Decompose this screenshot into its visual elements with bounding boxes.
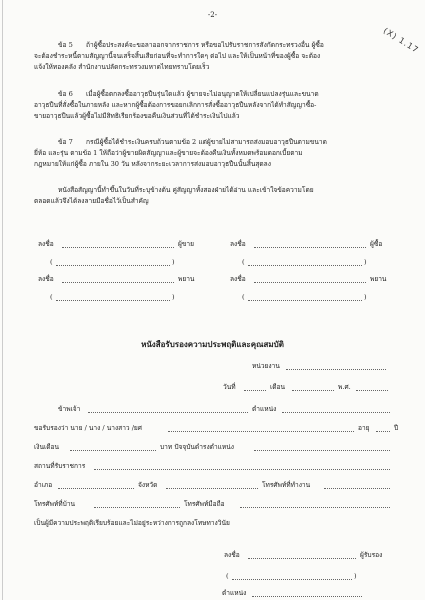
buyer-sign-label: ลงชื่อ [230, 240, 246, 248]
witness-1-sign-line [62, 282, 174, 283]
seller-role: ผู้ขาย [178, 240, 194, 248]
certifier-role: ผู้รับรอง [360, 551, 383, 559]
witness-2-name-line [248, 300, 362, 301]
year-line [356, 390, 388, 391]
seller-sign-line [62, 247, 174, 248]
age-line [376, 431, 390, 432]
province-label: จังหวัด [138, 481, 158, 489]
clause-6-no: ข้อ 6 [58, 90, 73, 98]
certifier-paren-open: ( [226, 572, 229, 580]
seller-paren-close: ) [172, 258, 175, 266]
mobile-label: โทรศัพท์มือถือ [184, 500, 225, 508]
clause-6-line-2: อาวุธปืนที่สั่งซื้อในภายหลัง และหากผู้ซื้อต้องการขอยกเลิกการสั่งซื้ออาวุธปืนหลังจากได้ทำสัญญาซื้อ- [34, 101, 317, 109]
month-line [292, 390, 334, 391]
salary-label: เงินเดือน [34, 443, 59, 451]
mobile-line [240, 507, 390, 508]
certify-label: ขอรับรองว่า นาย / นาง / นางสาว /ยศ [34, 424, 142, 432]
agency-label: หน่วยงาน [252, 362, 280, 370]
witness-2-paren-open: ( [242, 293, 245, 301]
certifier-paren-close: ) [354, 572, 357, 580]
current-position-label: บาท ปัจจุบันดำรงตำแหน่ง [160, 443, 234, 451]
year-label: พ.ศ. [338, 383, 351, 391]
witness-1-name-line [56, 300, 170, 301]
position-line [282, 412, 390, 413]
salary-line [70, 450, 156, 451]
clause-5-line-1: ถ้าผู้ซื้อประสงค์จะขอลาออกจากราชการ หรือขอไปรับราชการสังกัดกระทรวงอื่น ผู้ซื้อ [86, 41, 324, 49]
month-label: เดือน [270, 383, 286, 391]
page-number: -2- [207, 11, 218, 19]
clause-6-line-3: ขายอาวุธปืนแล้วผู้ซื้อไม่มีสิทธิเรียกร้องขอคืนเงินส่วนที่ได้ชำระเงินไปแล้ว [34, 112, 240, 120]
clause-5-no: ข้อ 5 [58, 41, 73, 49]
witness-2-sign-label: ลงชื่อ [230, 275, 246, 283]
buyer-role: ผู้ซื้อ [370, 240, 383, 248]
closing-line-1: หนังสือสัญญานี้ทำขึ้นในวันที่ระบุข้างต้น คู่สัญญาทั้งสองฝ่ายได้อ่าน และเข้าใจข้อความโดย [58, 186, 314, 194]
district-label: อำเภอ [34, 481, 53, 489]
seller-name-line [56, 265, 170, 266]
clause-7-line-1: กรณีผู้ซื้อได้ชำระเงินครบถ้วนตามข้อ 2 แต่ผู้ขายไม่สามารถส่งมอบอาวุธปืนตามขนาด [86, 138, 327, 146]
workplace-label: สถานที่รับราชการ [34, 462, 86, 470]
workplace-line [94, 469, 390, 470]
seller-sign-label: ลงชื่อ [38, 240, 54, 248]
i-label: ข้าพเจ้า [58, 405, 81, 413]
clause-7-no: ข้อ 7 [58, 138, 73, 146]
certificate-title: หนังสือรับรองความประพฤติและคุณสมบัติ [141, 339, 284, 349]
clause-6-line-1: เมื่อผู้ซื้อตกลงซื้ออาวุธปืนรุ่นใดแล้ว ผู้ขายจะไม่อนุญาตให้เปลี่ยนแปลงรุ่นและขนาด [86, 90, 319, 98]
page-edge [2, 0, 3, 600]
position-label: ตำแหน่ง [252, 405, 277, 413]
home-phone-label: โทรศัพท์ที่บ้าน [34, 500, 76, 508]
certifier-sign-line [248, 558, 356, 559]
witness-1-paren-close: ) [172, 293, 175, 301]
witness-1-paren-open: ( [50, 293, 53, 301]
clause-5-line-3: แจ้งให้ทองคลัง สำนักงานปลัดกระทรวงมหาดไทยทราบโดยเร็ว [34, 63, 210, 71]
province-line [166, 488, 258, 489]
handwritten-mark: (X) 1.17 [381, 26, 421, 55]
buyer-paren-open: ( [242, 258, 245, 266]
witness-2-sign-line [254, 282, 366, 283]
witness-2-paren-close: ) [364, 293, 367, 301]
closing-line-2: ตลอดแล้วจึงได้ลงลายมือชื่อไว้เป็นสำคัญ [34, 197, 149, 205]
age-label: อายุ [358, 424, 370, 432]
conduct-statement: เป็นผู้มีความประพฤติเรียบร้อยและไม่อยู่ระหว่างการถูกลงโทษทางวินัย [34, 519, 230, 527]
buyer-paren-close: ) [364, 258, 367, 266]
office-phone-line [324, 488, 390, 489]
certify-name-line [168, 431, 354, 432]
years-unit: ปี [394, 424, 399, 432]
buyer-sign-line [254, 247, 366, 248]
i-name-line [88, 412, 248, 413]
seller-paren-open: ( [50, 258, 53, 266]
certifier-sign-label: ลงชื่อ [224, 551, 240, 559]
date-line [244, 390, 266, 391]
home-phone-line [94, 507, 180, 508]
witness-2-role: พยาน [370, 275, 387, 283]
certifier-name-line [232, 579, 352, 580]
district-line [58, 488, 134, 489]
clause-7-line-3: กฎหมายให้แก่ผู้ซื้อ ภายใน 30 วัน หลังจากระยะเวลาการส่งมอบอาวุธปืนนั้นสิ้นสุดลง [34, 160, 271, 168]
date-label: วันที่ [223, 383, 236, 391]
current-position-line [254, 450, 390, 451]
witness-1-sign-label: ลงชื่อ [38, 275, 54, 283]
witness-1-role: พยาน [178, 275, 195, 283]
clause-5-line-2: จะต้องชำระหนี้ตามสัญญานี้จนเสร็จสิ้นเสียก่อนที่จะทำการใดๆ ต่อไป และให้เป็นหน้าที่ของผู้ซื้อ จะต้อง [34, 52, 321, 60]
certifier-position-label: ตำแหน่ง [222, 589, 247, 597]
clause-7-line-2: ยี่ห้อ และรุ่น ตามข้อ 1 ให้ถือว่าผู้ขายผิดสัญญาและผู้ขายจะต้องคืนเงินทั้งหมดพร้อมดอกเบี้ยตาม [34, 149, 303, 157]
certifier-position-line [252, 596, 362, 597]
office-phone-label: โทรศัพท์ที่ทำงาน [262, 481, 311, 489]
agency-line [286, 369, 386, 370]
buyer-name-line [248, 265, 362, 266]
